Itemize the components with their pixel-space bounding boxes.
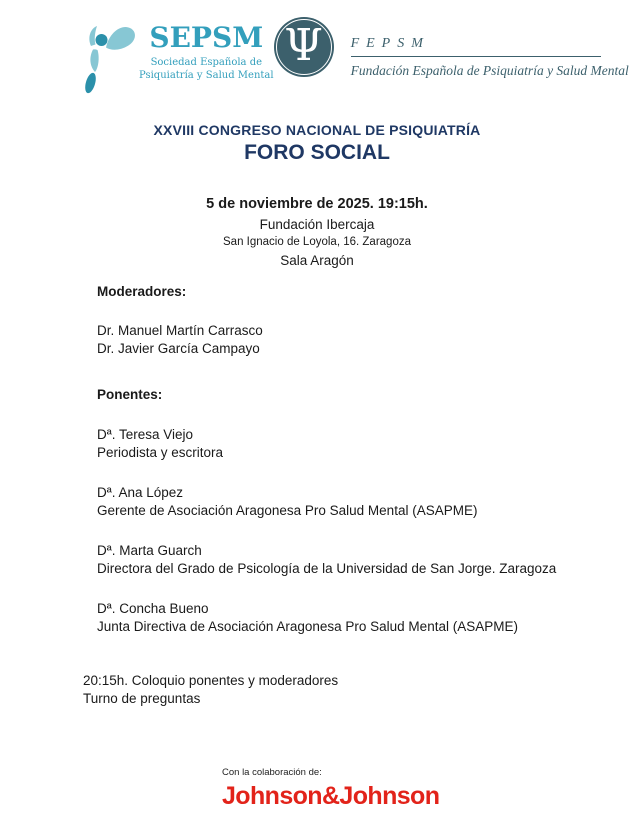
sepsm-person-icon (78, 22, 138, 96)
closing-line1: 20:15h. Coloquio ponentes y moderadores (83, 673, 339, 688)
moderator-name: Dr. Manuel Martín Carrasco (97, 323, 263, 338)
congress-title: XXVIII CONGRESO NACIONAL DE PSIQUIATRÍA (153, 122, 481, 138)
collaboration-label: Con la colaboración de: (222, 767, 322, 778)
speaker-entry (97, 542, 556, 578)
closing-block (83, 672, 338, 708)
speaker-role: Periodista y escritora (97, 445, 224, 460)
fepsm-divider (351, 56, 601, 57)
speaker-role: Directora del Grado de Psicología de la Universidad de San Jorge. Zaragoza (97, 561, 557, 576)
speaker-name: Dª. Concha Bueno (97, 601, 209, 616)
event-datetime: 5 de noviembre de 2025. 19:15h. (206, 196, 428, 212)
psi-glyph: Ψ (284, 19, 323, 71)
event-venue: Fundación Ibercaja (259, 217, 375, 232)
moderator-names (97, 322, 556, 358)
event-room: Sala Aragón (280, 253, 354, 268)
event-info-block (0, 194, 634, 270)
moderators-label: Moderadores: (97, 284, 187, 299)
header-logos (78, 14, 629, 96)
title-block (0, 122, 634, 165)
sepsm-tagline-line2: Psiquiatría y Salud Mental (139, 69, 274, 81)
speaker-name: Dª. Marta Guarch (97, 543, 202, 558)
fepsm-psi-icon (274, 17, 334, 77)
fepsm-logo-text (351, 36, 629, 79)
sepsm-tagline-line1: Sociedad Española de (150, 57, 263, 68)
event-address: San Ignacio de Loyola, 16. Zaragoza (223, 236, 411, 248)
johnson-and-johnson-logo: Johnson&Johnson (222, 782, 440, 810)
speaker-role: Junta Directiva de Asociación Aragonesa Pro Salud Mental (ASAPME) (97, 619, 518, 634)
speaker-name: Dª. Ana López (97, 485, 184, 500)
fepsm-logo (274, 14, 629, 79)
speaker-entry (97, 426, 556, 462)
collaboration-block (222, 767, 439, 811)
forum-title: FORO SOCIAL (244, 141, 390, 164)
moderator-name: Dr. Javier García Campayo (97, 341, 260, 356)
fepsm-full-name: Fundación Española de Psiquiatría y Salud Mental (350, 63, 629, 78)
speaker-name: Dª. Teresa Viejo (97, 427, 194, 442)
closing-line2: Turno de preguntas (83, 691, 201, 706)
sepsm-logo-text (139, 14, 274, 82)
program-body (97, 283, 556, 636)
fepsm-acronym: FEPSM (350, 36, 430, 51)
sepsm-logo (78, 14, 274, 96)
sepsm-acronym: SEPSM (149, 21, 264, 54)
speaker-entry (97, 484, 556, 520)
speaker-entry (97, 600, 556, 636)
speaker-role: Gerente de Asociación Aragonesa Pro Salud Mental (ASAPME) (97, 503, 478, 518)
speakers-label: Ponentes: (97, 387, 163, 402)
